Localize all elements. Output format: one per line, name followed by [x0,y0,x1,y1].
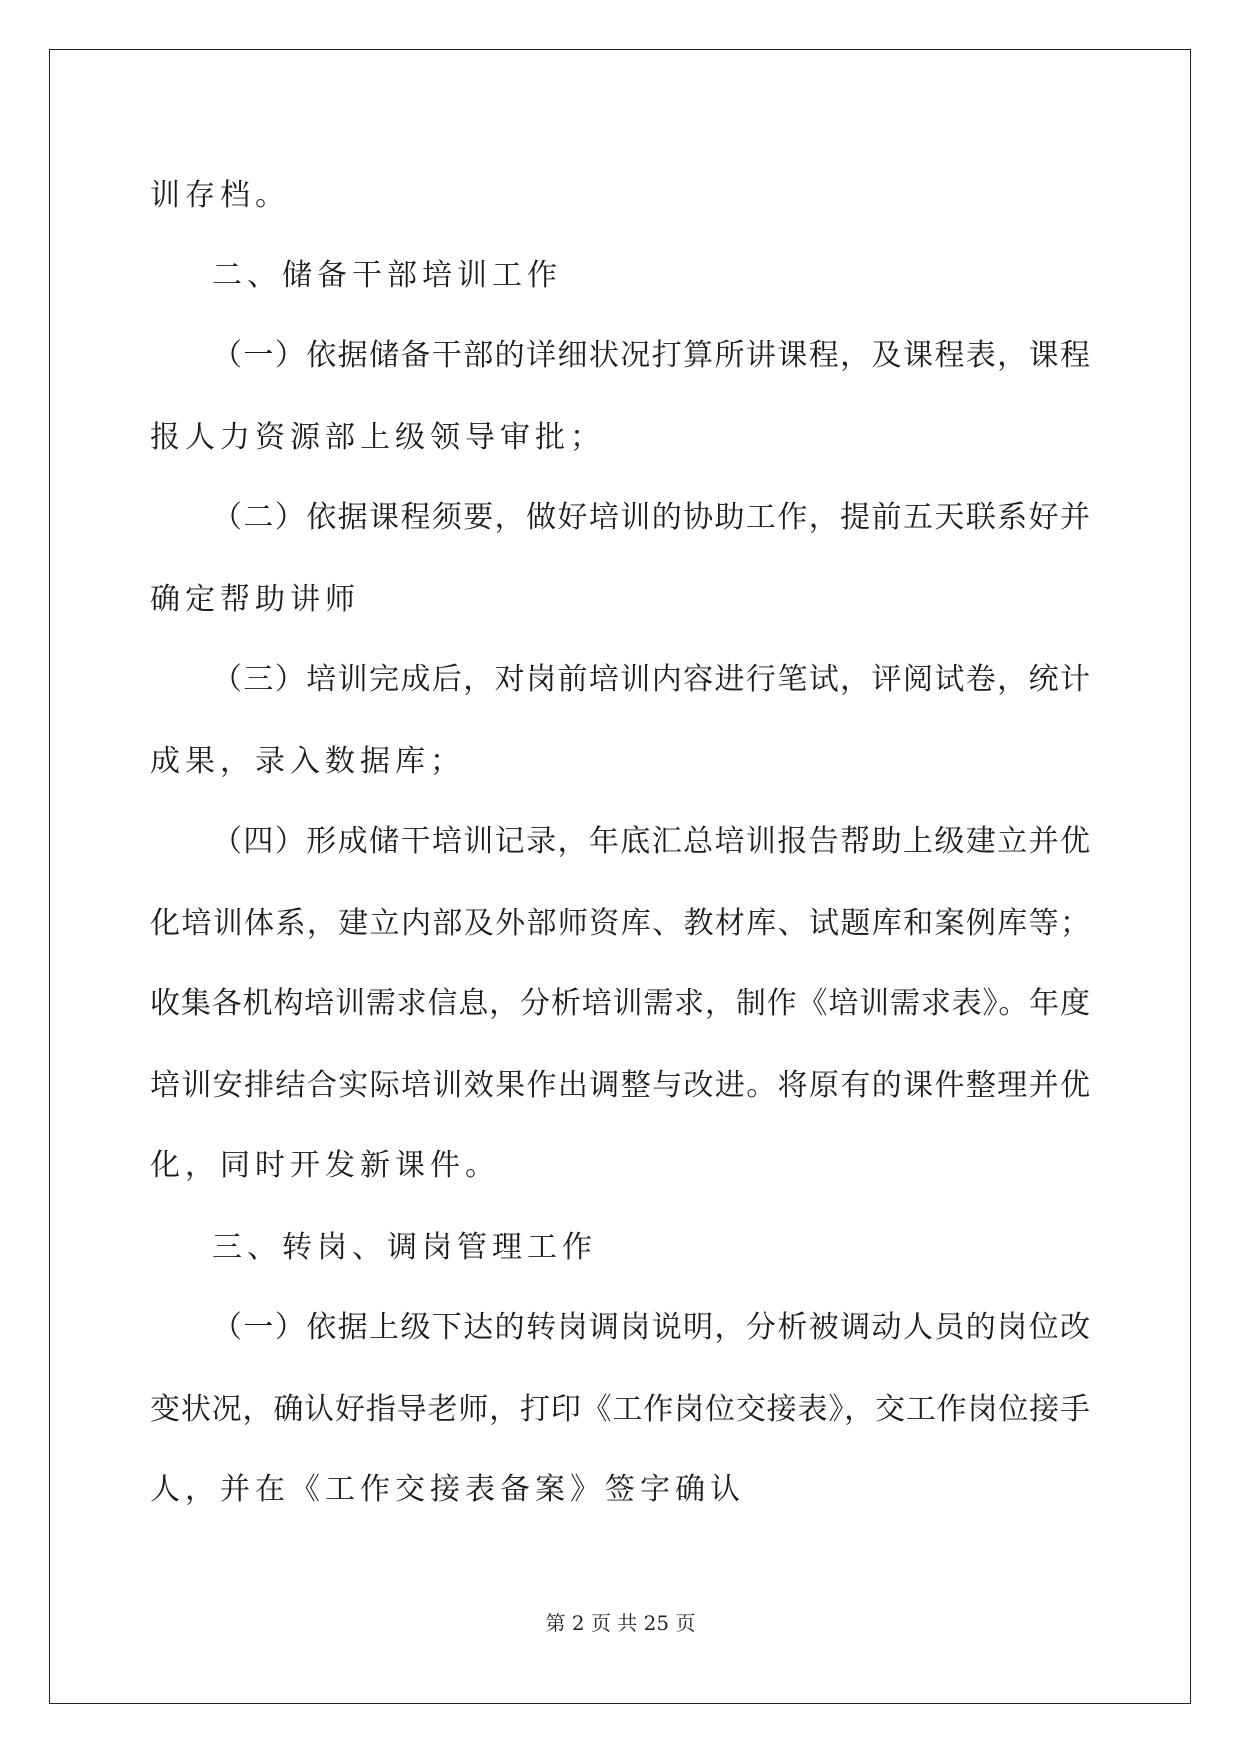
text-line: （一）依据储备干部的详细状况打算所讲课程，及课程表，课程 [212,338,1090,373]
text-line: 成果，录入数据库； [150,744,465,779]
text-line: 化培训体系，建立内部及外部师资库、教材库、试题库和案例库等； [150,906,1090,941]
text-line: 人，并在《工作交接表备案》签字确认 [150,1472,745,1507]
text-line: 收集各机构培训需求信息，分析培训需求，制作《培训需求表》。年度 [150,986,1090,1021]
text-line: （四）形成储干培训记录，年底汇总培训报告帮助上级建立并优 [212,824,1090,859]
text-line: 训存档。 [150,178,290,213]
text-line: （三）培训完成后，对岗前培训内容进行笔试，评阅试卷，统计 [212,662,1090,697]
text-line: （一）依据上级下达的转岗调岗说明，分析被调动人员的岗位改 [212,1310,1090,1345]
text-line: 报人力资源部上级领导审批； [150,420,605,455]
section-heading: 三、转岗、调岗管理工作 [212,1230,597,1265]
text-line: 变状况，确认好指导老师，打印《工作岗位交接表》，交工作岗位接手 [150,1392,1090,1427]
text-line: 确定帮助讲师 [150,582,360,617]
text-line: （二）依据课程须要，做好培训的协助工作，提前五天联系好并 [212,500,1090,535]
page-number-footer: 第 2 页 共 25 页 [545,1611,696,1635]
section-heading: 二、储备干部培训工作 [212,258,562,293]
text-line: 培训安排结合实际培训效果作出调整与改进。将原有的课件整理并优 [150,1068,1090,1103]
text-line: 化，同时开发新课件。 [150,1148,500,1183]
